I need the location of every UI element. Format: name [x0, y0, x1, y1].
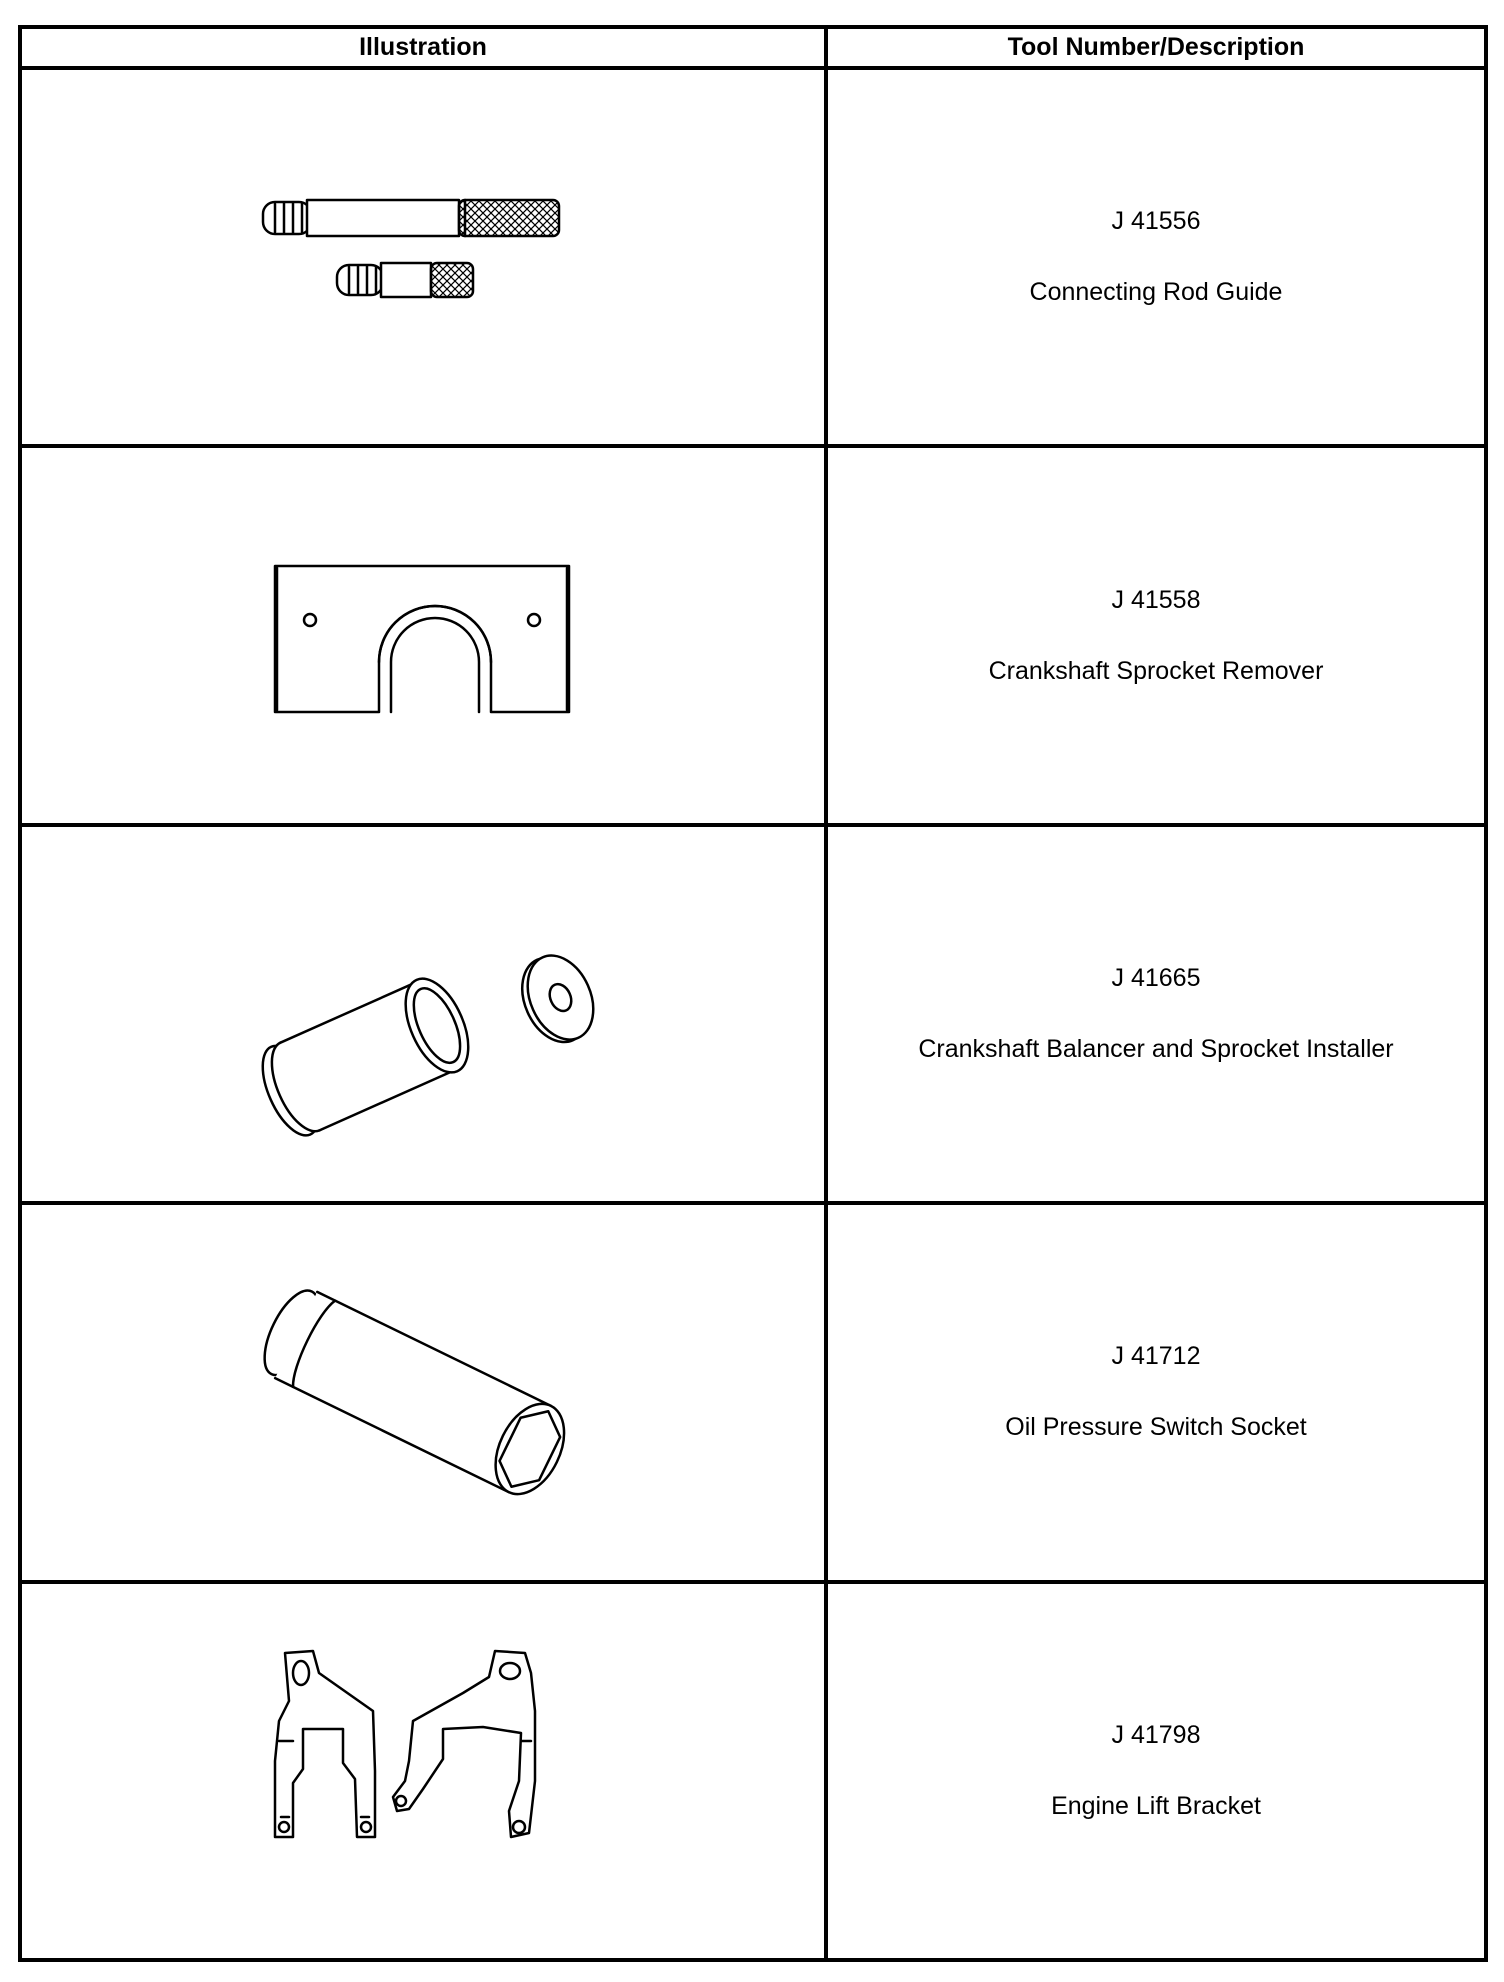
tool-description: Connecting Rod Guide: [1029, 278, 1283, 307]
header-tool-number-description: Tool Number/Description: [826, 27, 1486, 68]
illustration-cell: [20, 1582, 826, 1960]
tool-description-cell: [826, 1203, 1486, 1581]
tool-description-cell: [826, 68, 1486, 446]
tool-number: J 41798: [1111, 1720, 1201, 1749]
tool-number: J 41712: [1111, 1342, 1201, 1371]
tool-number: J 41558: [1111, 585, 1201, 614]
table-row: [20, 446, 1486, 824]
table-row: [20, 825, 1486, 1203]
tool-description: Crankshaft Sprocket Remover: [988, 656, 1324, 685]
balancer-installer-icon: [143, 854, 703, 1174]
tool-description: Oil Pressure Switch Socket: [1005, 1413, 1307, 1442]
header-row: [20, 27, 1486, 68]
header-illustration: Illustration: [20, 27, 826, 68]
tool-description: Crankshaft Balancer and Sprocket Installer: [918, 1034, 1394, 1063]
special-tools-table: [18, 25, 1488, 1962]
engine-lift-bracket-icon: [143, 1611, 703, 1931]
illustration-cell: [20, 1203, 826, 1581]
tool-description-cell: [826, 825, 1486, 1203]
table-row: [20, 68, 1486, 446]
table-row: [20, 1582, 1486, 1960]
tool-description: Engine Lift Bracket: [1051, 1791, 1261, 1820]
table-row: [20, 1203, 1486, 1581]
tool-number: J 41665: [1111, 963, 1201, 992]
illustration-cell: [20, 825, 826, 1203]
sprocket-remover-plate-icon: [143, 476, 703, 796]
connecting-rod-guide-icon: [143, 97, 703, 417]
tool-number: J 41556: [1111, 207, 1201, 236]
tool-description-cell: [826, 446, 1486, 824]
tool-description-cell: [826, 1582, 1486, 1960]
oil-pressure-socket-icon: [143, 1232, 703, 1552]
illustration-cell: [20, 446, 826, 824]
illustration-cell: [20, 68, 826, 446]
